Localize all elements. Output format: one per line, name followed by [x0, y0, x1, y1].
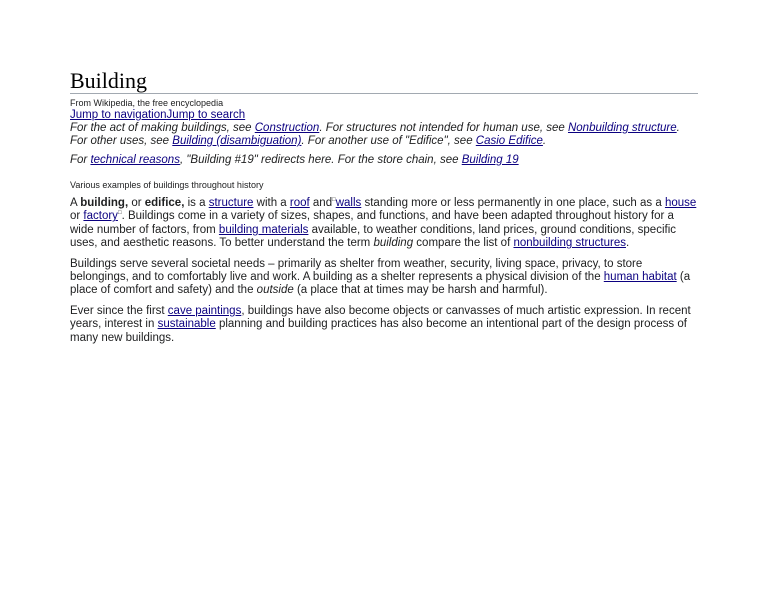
hatnote-text: For — [70, 154, 91, 166]
image-caption: Various examples of buildings throughout history — [70, 180, 264, 190]
paragraph-text: A — [70, 197, 81, 209]
technical-reasons-link[interactable]: technical reasons — [90, 154, 180, 166]
paragraph-text: standing more or less permanently in one place, such as a — [361, 197, 665, 209]
paragraph-text: planning and building practices has also become an intentional part of the design process of many new buildings. — [70, 318, 687, 344]
hatnote-text: For other uses, see — [70, 135, 173, 147]
hatnote-text: For the act of making buildings, see — [70, 122, 255, 134]
paragraph-text: or — [128, 197, 145, 209]
paragraph-text: compare the list of — [413, 237, 514, 250]
paragraph-text: . — [625, 237, 630, 250]
hatnote-text: , "Building #19" redirects here. For the store chain, see — [179, 154, 462, 166]
construction-link[interactable]: Construction — [254, 122, 320, 134]
jump-to-navigation-link[interactable]: Jump to navigation — [70, 109, 167, 121]
italic-term-building: building — [373, 237, 414, 250]
paragraph-text: (a place of comfort and safety) and the — [70, 271, 691, 297]
paragraph-text: is a — [184, 197, 209, 209]
paragraph-text: , buildings have also become objects or canvasses of much artistic expression. In recent years, interest in — [70, 304, 691, 331]
cave-paintings-link[interactable]: cave paintings — [167, 304, 242, 317]
paragraph-text: . Buildings come in a variety of sizes, shapes, and functions, and have been adapted throughout history for a wide number of factors, from — [70, 210, 674, 236]
hatnote-text: . For structures not intended for human use, see — [319, 122, 568, 134]
italic-term-outside: outside — [256, 284, 294, 297]
site-tagline: From Wikipedia, the free encyclopedia — [70, 98, 224, 108]
hatnote-disambiguation — [70, 135, 698, 148]
paragraph-text: or — [70, 210, 84, 223]
building-19-link[interactable]: Building 19 — [461, 154, 519, 166]
roof-link[interactable]: roof — [289, 197, 310, 209]
paragraph-text: Ever since the first — [70, 304, 168, 317]
paragraph-intro — [70, 197, 698, 251]
hatnote-text: . — [542, 135, 547, 147]
citation-marker: □ — [117, 210, 122, 217]
human-habitat-link[interactable]: human habitat — [603, 271, 677, 284]
casio-edifice-link[interactable]: Casio Edifice — [475, 135, 543, 147]
hatnote-construction — [70, 122, 698, 135]
hatnote-text: . — [676, 122, 680, 134]
house-link[interactable]: house — [664, 197, 697, 209]
sustainable-link[interactable]: sustainable — [157, 318, 216, 331]
nonbuilding-structures-link[interactable]: nonbuilding structures — [513, 237, 626, 250]
page-title: Building — [70, 68, 698, 94]
article-content — [70, 68, 698, 352]
hatnote-building-19 — [70, 154, 698, 167]
paragraph-societal-needs — [70, 258, 698, 298]
citation-marker: □ — [332, 197, 336, 204]
paragraph-text: available, to weather conditions, land prices, ground conditions, specific uses, and aesthetic reasons. To better understand the term — [70, 223, 676, 250]
structure-link[interactable]: structure — [208, 197, 254, 209]
factory-link[interactable]: factory — [83, 210, 118, 223]
nonbuilding-structure-link[interactable]: Nonbuilding structure — [567, 122, 677, 134]
paragraph-artistic-expression — [70, 305, 698, 345]
building-disambiguation-link[interactable]: Building (disambiguation) — [172, 135, 302, 147]
building-materials-link[interactable]: building materials — [218, 223, 309, 236]
paragraph-text: (a place that at times may be harsh and harmful). — [293, 284, 548, 297]
walls-link[interactable]: walls — [335, 197, 362, 209]
paragraph-text: with a — [253, 197, 290, 209]
jump-links — [70, 109, 698, 122]
jump-to-search-link[interactable]: Jump to search — [166, 109, 246, 121]
bold-term-edifice: edifice, — [144, 197, 185, 209]
bold-term-building: building, — [80, 197, 129, 209]
hatnote-text: . For another use of "Edifice", see — [301, 135, 476, 147]
paragraph-text: and — [309, 197, 333, 209]
paragraph-text: Buildings serve several societal needs – primarily as shelter from weather, security, living space, privacy, to store belongings, and to comfortably live and work. A building as a shelter represents a physical division of the — [70, 257, 643, 284]
